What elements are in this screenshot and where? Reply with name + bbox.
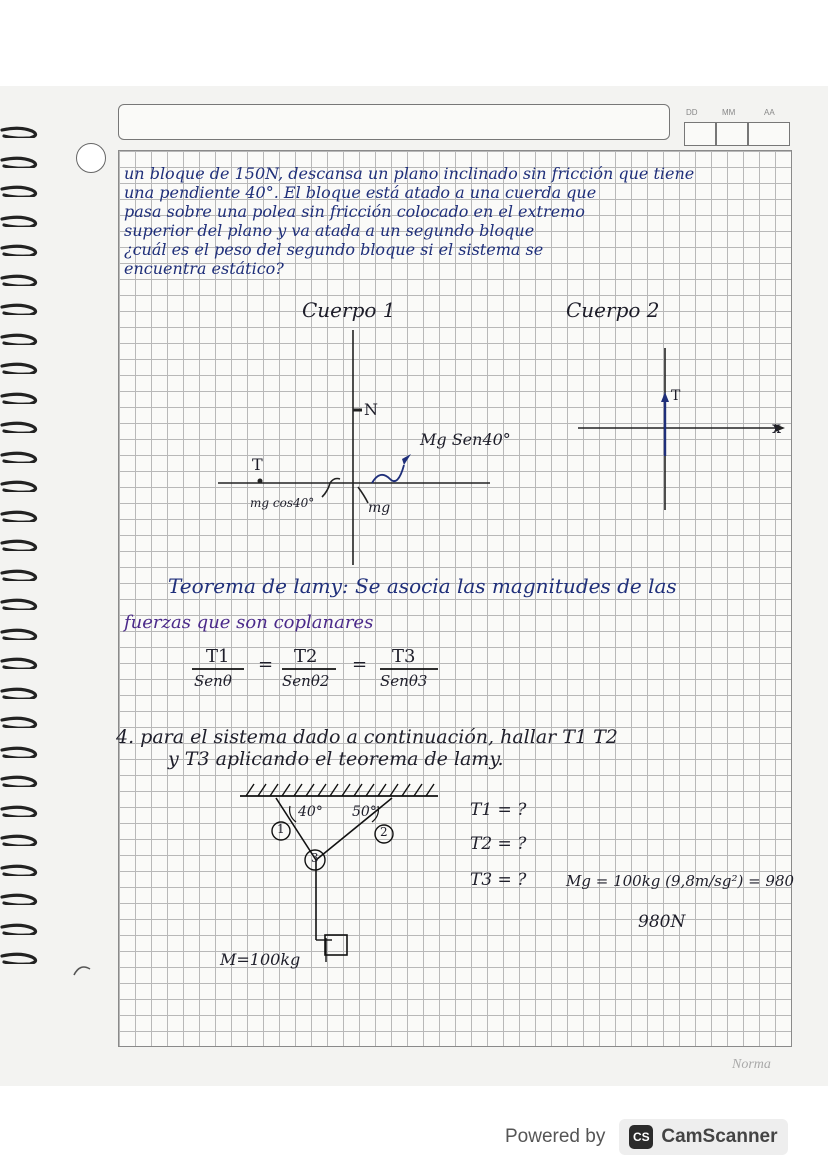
body2-title: Cuerpo 2 [566, 298, 660, 322]
camscanner-logo-group [619, 1119, 787, 1155]
body1-label-mg: mg [368, 500, 391, 516]
hatch-stroke [282, 784, 290, 796]
date-label-aa: AA [764, 108, 775, 117]
exercise-node-2: 2 [380, 825, 388, 839]
hatch-stroke [342, 784, 350, 796]
exercise-result: 980N [638, 912, 686, 932]
lamy-t3: T3 [392, 646, 416, 667]
ceiling-hatch [246, 784, 434, 796]
date-label-dd: DD [686, 108, 698, 117]
hatch-stroke [306, 784, 314, 796]
lamy-sen3: Senθ3 [380, 672, 428, 690]
lamy-eq-2: = [352, 654, 368, 675]
hatch-stroke [414, 784, 422, 796]
exercise-angle-1: 40° [298, 804, 323, 820]
notebook-brand: Norma [732, 1057, 771, 1072]
problem-line-5: ¿cuál es el peso del segundo bloque si el sistema se [124, 240, 544, 259]
lamy-sen2: Senθ2 [282, 672, 330, 690]
body1-mgcos-arrow [322, 479, 340, 498]
exercise-t2: T2 = ? [470, 834, 527, 854]
lamy-line-2: fuerzas que son coplanares [124, 612, 374, 633]
hatch-stroke [402, 784, 410, 796]
hatch-stroke [378, 784, 386, 796]
lamy-t2: T2 [294, 646, 318, 667]
body1-label-n: N [364, 400, 378, 419]
body2-label-x: x [772, 418, 782, 437]
body1-mgsen-arrow [372, 465, 404, 483]
exercise-angle-2: 50° [352, 804, 377, 820]
exercise-t1: T1 = ? [470, 800, 527, 820]
hatch-stroke [426, 784, 434, 796]
exercise-mass: M=100kg [220, 950, 301, 969]
mass-block [325, 935, 347, 955]
body1-tension-dot [258, 479, 263, 484]
hatch-stroke [318, 784, 326, 796]
date-label-mm: MM [722, 108, 736, 117]
body1-mgsen-arrowhead [402, 454, 411, 465]
exercise-node-1: 1 [277, 822, 285, 836]
hatch-stroke [390, 784, 398, 796]
lamy-eq-1: = [258, 654, 274, 675]
problem-line-2: una pendiente 40°. El bloque está atado a una cuerda que [124, 183, 597, 202]
camscanner-logo-icon: CS [629, 1125, 653, 1149]
exercise-mg: Mg = 100kg (9,8m/sg²) = 980 [566, 872, 795, 890]
lamy-sen1: Senθ [194, 672, 232, 690]
hatch-stroke [366, 784, 374, 796]
problem-line-6: encuentra estático? [124, 259, 284, 278]
powered-by-label: Powered by [505, 1126, 606, 1147]
body1-title: Cuerpo 1 [302, 298, 396, 322]
hatch-stroke [246, 784, 254, 796]
hatch-stroke [270, 784, 278, 796]
body1-label-mgcos: mg cos40° [250, 496, 315, 510]
hatch-stroke [354, 784, 362, 796]
hatch-stroke [330, 784, 338, 796]
hatch-stroke [258, 784, 266, 796]
lamy-t1: T1 [206, 646, 230, 667]
body1-mg-arrow [358, 487, 368, 503]
curl-mark [74, 967, 90, 975]
problem-line-1: un bloque de 150N, descansa un plano inclinado sin fricción que tiene [124, 164, 695, 183]
exercise-line-2: y T3 aplicando el teorema de lamy. [168, 748, 504, 770]
camscanner-badge[interactable] [505, 1117, 788, 1157]
body1-label-mgsen: Mg Sen40° [420, 430, 511, 449]
body2-label-t: T [671, 388, 681, 404]
exercise-line-1: 4. para el sistema dado a continuación, hallar T1 T2 [116, 726, 618, 748]
lamy-line-1: Teorema de lamy: Se asocia las magnitudes de las [168, 574, 677, 598]
camscanner-name: CamScanner [661, 1126, 778, 1147]
body2-tension-arrowhead [661, 392, 669, 402]
body1-label-t: T [252, 455, 263, 474]
exercise-t3: T3 = ? [470, 870, 527, 890]
problem-line-3: pasa sobre una polea sin fricción colocado en el extremo [124, 202, 585, 221]
problem-line-4: superior del plano y va atada a un segundo bloque [124, 221, 535, 240]
hatch-stroke [294, 784, 302, 796]
exercise-node-3: 3 [311, 851, 319, 865]
